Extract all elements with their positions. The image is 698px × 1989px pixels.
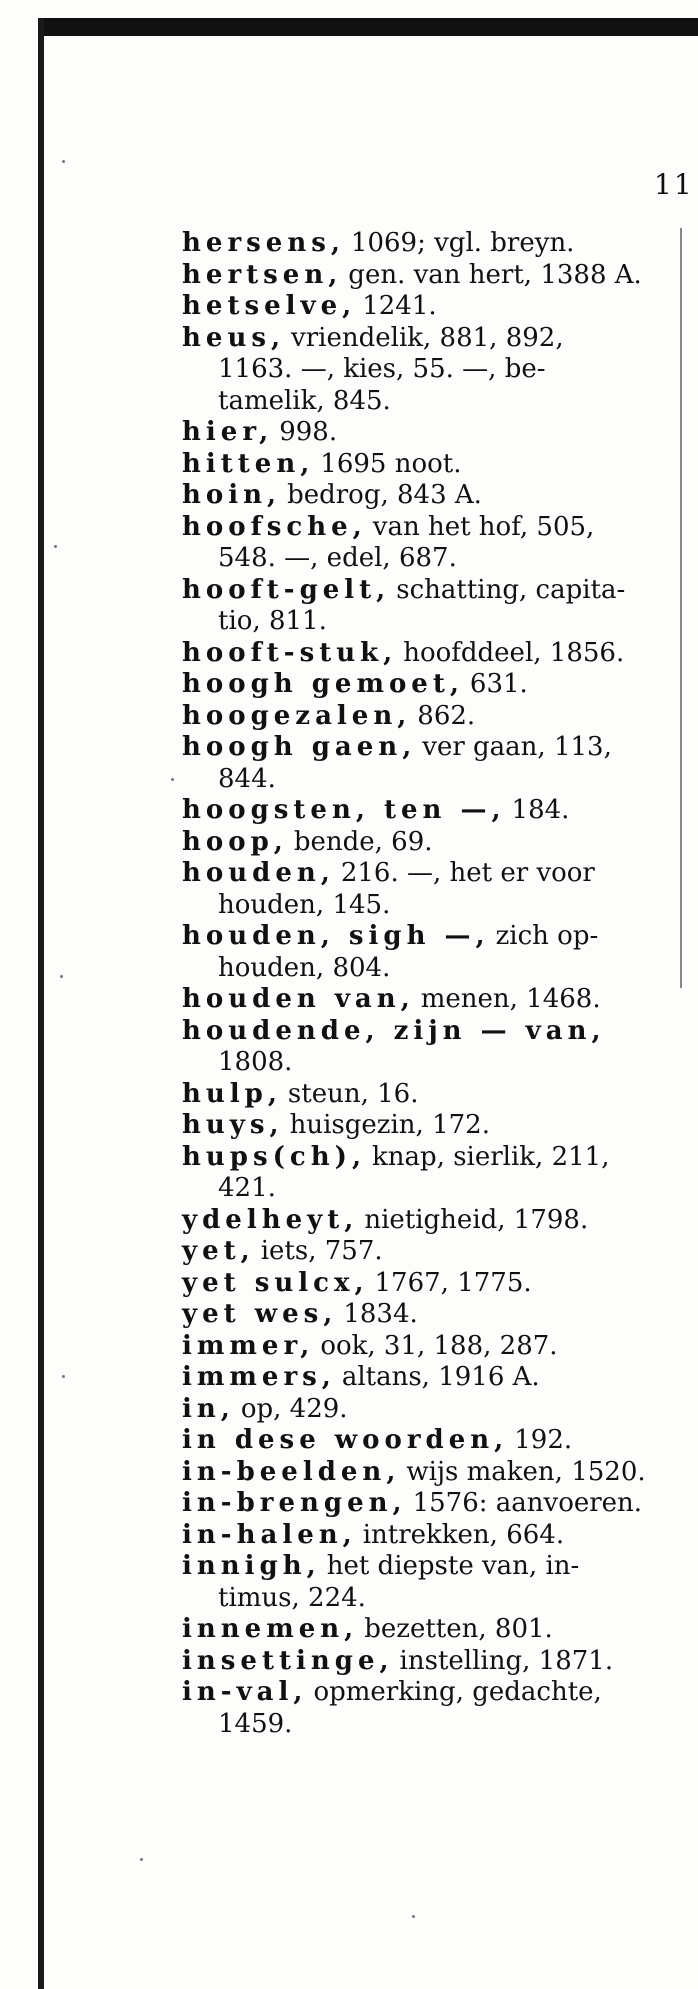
entry-headword: immers, bbox=[182, 1362, 336, 1392]
entry-definition: 862. bbox=[417, 700, 476, 731]
entry-definition: steun, 16. bbox=[287, 1078, 419, 1109]
entry-continuation: houden, 804. bbox=[218, 952, 391, 983]
entry-headword: innemen, bbox=[182, 1614, 359, 1644]
entry-headword: hups(ch), bbox=[182, 1141, 367, 1172]
entry-definition: wijs maken, 1520. bbox=[406, 1456, 646, 1487]
glossary-entry bbox=[184, 323, 670, 355]
entry-headword: innigh, bbox=[182, 1551, 321, 1581]
entry-headword: houden, sigh —, bbox=[182, 921, 490, 951]
entry-definition: gen. van hert, 1388 A. bbox=[348, 259, 642, 290]
margin-rule bbox=[680, 228, 682, 988]
glossary-entry bbox=[184, 1488, 670, 1520]
entry-headword: in-beelden, bbox=[182, 1456, 401, 1487]
entry-definition: opmerking, gedachte, bbox=[313, 1677, 602, 1707]
glossary-entry bbox=[184, 827, 670, 859]
entry-definition: 216. —, het er voor bbox=[340, 858, 595, 888]
entry-definition: instelling, 1871. bbox=[399, 1645, 614, 1676]
entry-headword: in dese woorden, bbox=[182, 1425, 509, 1455]
entry-continuation: 1163. —, kies, 55. —, be- bbox=[218, 354, 546, 384]
glossary-entry bbox=[184, 1551, 670, 1583]
entry-headword: hulp, bbox=[182, 1078, 282, 1109]
entry-definition: 1576: aanvoeren. bbox=[412, 1488, 643, 1518]
entry-headword: hoogezalen, bbox=[182, 700, 412, 731]
page-top-border bbox=[38, 18, 698, 36]
entry-definition: 1834. bbox=[343, 1299, 418, 1329]
entry-definition: op, 429. bbox=[240, 1393, 348, 1424]
entry-continuation: tamelik, 845. bbox=[218, 385, 391, 416]
speck bbox=[54, 545, 57, 548]
entry-definition: bende, 69. bbox=[293, 826, 433, 857]
entry-definition: knap, sierlik, 211, bbox=[372, 1141, 610, 1172]
glossary-entry bbox=[184, 1079, 670, 1111]
glossary-entry bbox=[184, 1614, 670, 1646]
glossary-entry bbox=[184, 1016, 670, 1048]
entry-definition: bezetten, 801. bbox=[364, 1614, 553, 1644]
speck bbox=[140, 1858, 143, 1861]
entry-headword: immer, bbox=[182, 1330, 315, 1361]
entry-headword: in-val, bbox=[182, 1677, 308, 1707]
glossary-entry bbox=[184, 1425, 670, 1457]
entry-definition: huisgezin, 172. bbox=[289, 1110, 490, 1140]
glossary-entry bbox=[184, 1677, 670, 1709]
entry-headword: hertsen, bbox=[182, 259, 343, 290]
entry-definition: 631. bbox=[469, 669, 528, 699]
entry-definition: van het hof, 505, bbox=[372, 511, 595, 542]
entry-definition: altans, 1916 A. bbox=[341, 1362, 540, 1392]
glossary-entry bbox=[184, 984, 670, 1016]
entry-definition: intrekken, 664. bbox=[362, 1519, 565, 1550]
glossary-entry bbox=[184, 795, 670, 827]
glossary-entry bbox=[184, 1236, 670, 1268]
entry-headword: in-halen, bbox=[182, 1519, 357, 1550]
entry-definition: 192. bbox=[514, 1425, 573, 1455]
glossary-entry bbox=[184, 512, 670, 544]
glossary-entry bbox=[184, 1394, 670, 1426]
entry-headword: huys, bbox=[182, 1110, 284, 1140]
entry-headword: hoin, bbox=[182, 480, 282, 510]
entry-headword: hier, bbox=[182, 417, 274, 447]
entry-definition: het diepste van, in- bbox=[326, 1551, 580, 1581]
glossary-entry bbox=[184, 638, 670, 670]
glossary-entry bbox=[184, 732, 670, 764]
entry-headword: yet wes, bbox=[182, 1299, 338, 1329]
entry-continuation: 421. bbox=[218, 1173, 276, 1203]
entry-headword: hoop, bbox=[182, 826, 288, 857]
entry-headword: hoogh gaen, bbox=[182, 732, 417, 762]
glossary-entry bbox=[184, 1268, 670, 1300]
entry-headword: houden, bbox=[182, 858, 335, 888]
speck bbox=[62, 1375, 65, 1378]
entry-headword: hersens, bbox=[182, 228, 345, 258]
entry-headword: hitten, bbox=[182, 448, 315, 479]
page-number: 11 bbox=[654, 168, 694, 201]
glossary-entry bbox=[184, 417, 670, 449]
entry-definition: bedrog, 843 A. bbox=[287, 480, 482, 510]
glossary-entry bbox=[184, 575, 670, 607]
entry-definition: 1695 noot. bbox=[320, 448, 462, 479]
glossary-entry bbox=[184, 1362, 670, 1394]
entry-headword: ydelheyt, bbox=[182, 1204, 359, 1235]
entry-headword: hooft-stuk, bbox=[182, 637, 398, 668]
entry-definition: menen, 1468. bbox=[420, 984, 601, 1014]
entry-headword: in, bbox=[182, 1393, 235, 1424]
entry-headword: insettinge, bbox=[182, 1645, 394, 1676]
entry-definition: ver gaan, 113, bbox=[422, 732, 612, 762]
entry-headword: hoogh gemoet, bbox=[182, 669, 464, 699]
glossary-entry bbox=[184, 260, 670, 292]
speck bbox=[412, 1915, 415, 1918]
entry-definition: schatting, capita- bbox=[396, 574, 626, 605]
entry-continuation: 844. bbox=[218, 763, 276, 794]
glossary-entry bbox=[184, 228, 670, 260]
entry-headword: hoogsten, ten —, bbox=[182, 795, 506, 825]
entry-headword: houden van, bbox=[182, 984, 415, 1014]
entry-definition: 1069; vgl. breyn. bbox=[350, 228, 575, 258]
entry-definition: nietigheid, 1798. bbox=[364, 1204, 589, 1235]
entry-headword: yet sulcx, bbox=[182, 1267, 369, 1298]
glossary-entry bbox=[184, 1457, 670, 1489]
entry-continuation: 1808. bbox=[218, 1047, 293, 1077]
entry-continuation: tio, 811. bbox=[218, 606, 327, 636]
speck bbox=[60, 975, 63, 978]
entry-definition: 1767, 1775. bbox=[374, 1267, 532, 1298]
glossary-entry bbox=[184, 1110, 670, 1142]
entry-continuation: 1459. bbox=[218, 1708, 293, 1739]
entry-headword: hoofsche, bbox=[182, 511, 367, 542]
entry-headword: hooft-gelt, bbox=[182, 574, 391, 605]
speck bbox=[62, 160, 65, 163]
entry-headword: heus, bbox=[182, 322, 286, 353]
glossary-entry bbox=[184, 1205, 670, 1237]
entry-definition: zich op- bbox=[495, 921, 599, 951]
glossary-entry bbox=[184, 449, 670, 481]
entry-headword: houdende, zijn — van, bbox=[182, 1015, 606, 1046]
entry-definition: vriendelik, 881, 892, bbox=[291, 322, 564, 353]
entry-continuation: 548. —, edel, 687. bbox=[218, 543, 457, 573]
entry-definition: 184. bbox=[511, 795, 570, 825]
entry-continuation: houden, 145. bbox=[218, 889, 391, 920]
glossary-entry bbox=[184, 480, 670, 512]
entry-definition: 1241. bbox=[362, 291, 437, 321]
glossary-entry bbox=[184, 1142, 670, 1174]
entry-continuation: timus, 224. bbox=[218, 1582, 366, 1613]
glossary-entry bbox=[184, 921, 670, 953]
glossary-entry bbox=[184, 291, 670, 323]
glossary-entry bbox=[184, 1520, 670, 1552]
glossary-entry bbox=[184, 1331, 670, 1363]
glossary-entry bbox=[184, 1646, 670, 1678]
glossary-entry bbox=[184, 701, 670, 733]
glossary-entry bbox=[184, 1299, 670, 1331]
entry-definition: 998. bbox=[279, 417, 338, 447]
entry-headword: yet, bbox=[182, 1236, 255, 1266]
glossary-entry bbox=[184, 858, 670, 890]
entry-headword: in-brengen, bbox=[182, 1488, 407, 1518]
page-left-border bbox=[38, 18, 44, 1989]
speck bbox=[171, 778, 174, 781]
entry-definition: hoofddeel, 1856. bbox=[403, 637, 625, 668]
entry-definition: iets, 757. bbox=[260, 1236, 383, 1266]
glossary-entry bbox=[184, 669, 670, 701]
entry-definition: ook, 31, 188, 287. bbox=[320, 1330, 558, 1361]
glossary-list bbox=[184, 228, 670, 1740]
entry-headword: hetselve, bbox=[182, 291, 357, 321]
